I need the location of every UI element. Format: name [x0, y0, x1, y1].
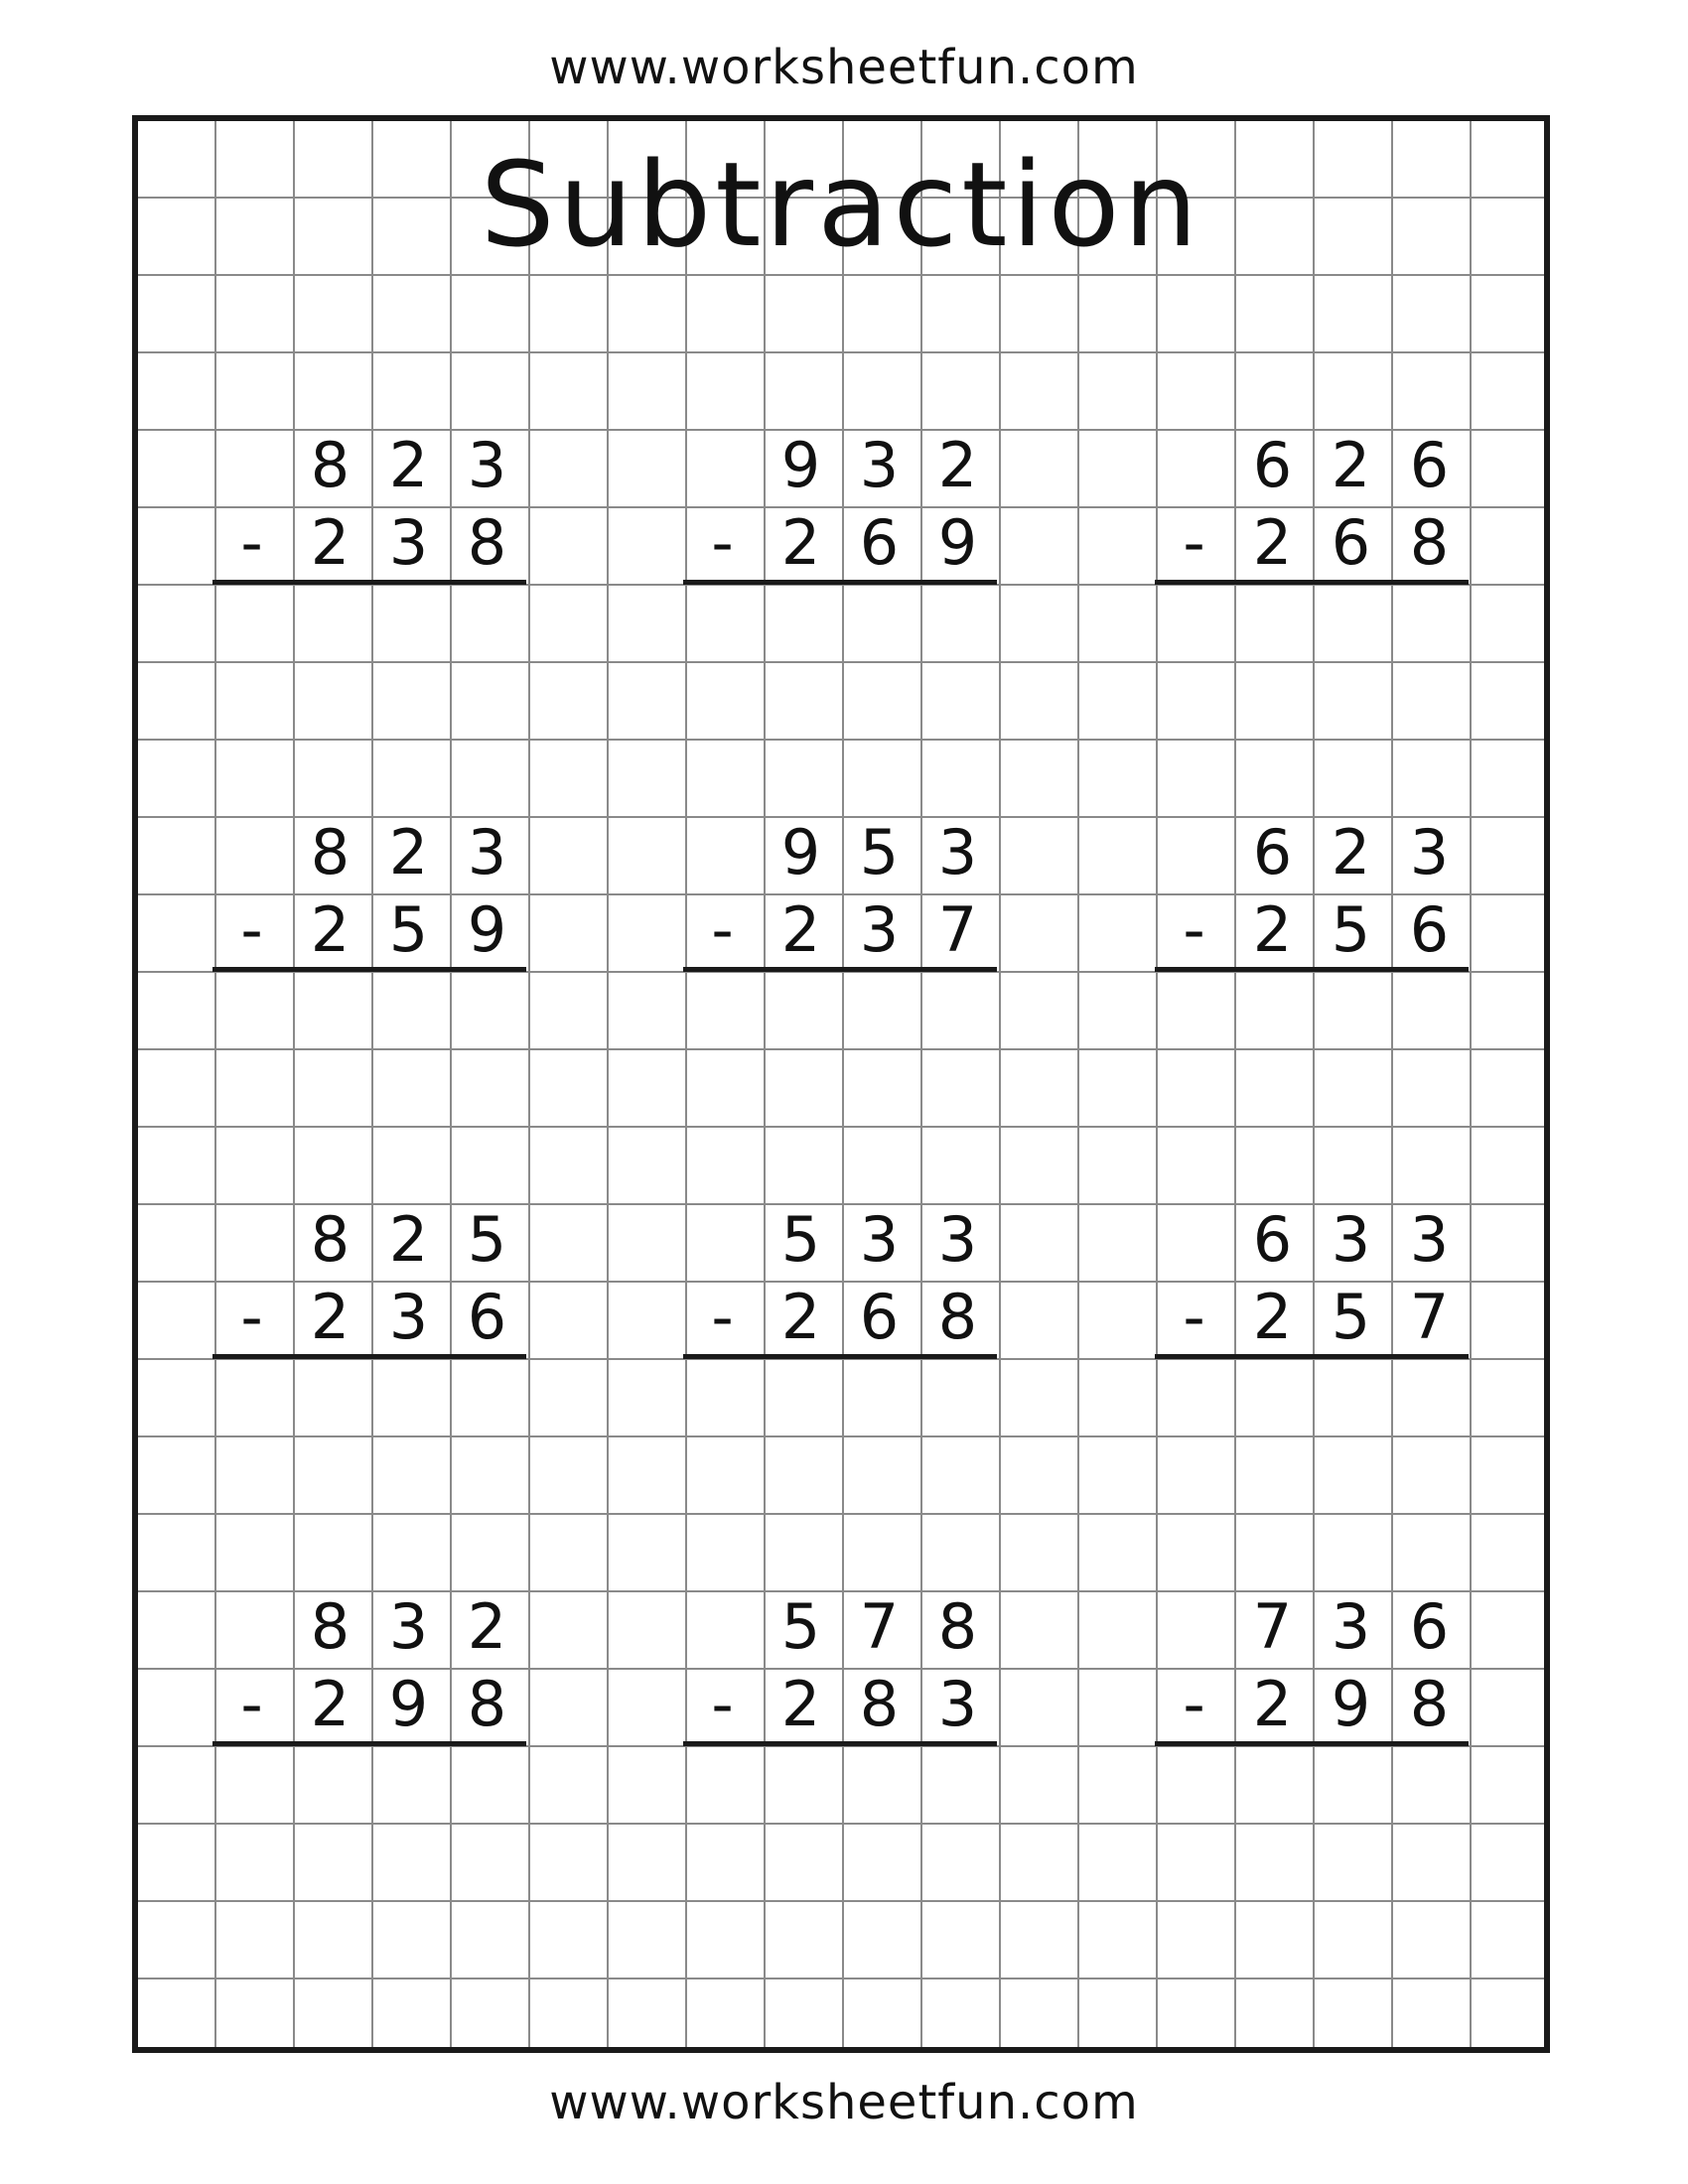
minuend-digit: 2	[388, 1203, 429, 1276]
subtrahend-digit: 3	[859, 893, 900, 966]
answer-line	[212, 1354, 526, 1359]
minuend	[1155, 1590, 1469, 1663]
minuend-digit: 3	[1409, 816, 1450, 888]
subtrahend-digit: 9	[388, 1668, 429, 1740]
minuend-digit: 5	[859, 816, 900, 888]
minus-sign: -	[711, 1281, 734, 1353]
subtrahend-digit: 2	[780, 1668, 821, 1740]
minuend-digit: 3	[937, 816, 978, 888]
subtrahend	[1155, 1668, 1469, 1740]
minuend-digit: 5	[780, 1203, 821, 1276]
minus-sign: -	[240, 1668, 263, 1740]
subtrahend-digit: 2	[310, 1668, 351, 1740]
minus-sign: -	[711, 506, 734, 579]
minuend-digit: 6	[1409, 429, 1450, 501]
minuend-digit: 8	[310, 816, 351, 888]
subtraction-problem	[212, 429, 526, 588]
subtraction-problem	[212, 1590, 526, 1749]
answer-line	[1155, 967, 1469, 972]
answer-line	[1155, 580, 1469, 585]
subtrahend-digit: 9	[467, 893, 507, 966]
subtrahend-digit: 8	[1409, 1668, 1450, 1740]
subtrahend-digit: 6	[1331, 506, 1371, 579]
answer-line	[683, 1354, 997, 1359]
minuend-digit: 2	[1331, 816, 1371, 888]
minus-sign: -	[240, 506, 263, 579]
subtrahend-digit: 3	[388, 506, 429, 579]
minuend-digit: 3	[467, 429, 507, 501]
subtrahend	[683, 1281, 997, 1353]
minuend-digit: 3	[388, 1590, 429, 1663]
minuend-digit: 2	[467, 1590, 507, 1663]
minuend-digit: 9	[780, 429, 821, 501]
subtrahend-digit: 5	[1331, 1281, 1371, 1353]
minus-sign: -	[1183, 1281, 1205, 1353]
subtrahend-digit: 8	[467, 1668, 507, 1740]
subtrahend-digit: 2	[780, 506, 821, 579]
minus-sign: -	[1183, 1668, 1205, 1740]
minus-sign: -	[1183, 506, 1205, 579]
answer-line	[212, 967, 526, 972]
answer-line	[212, 1741, 526, 1746]
minuend-digit: 2	[937, 429, 978, 501]
subtrahend-digit: 8	[937, 1281, 978, 1353]
minus-sign: -	[240, 893, 263, 966]
subtrahend-digit: 2	[310, 506, 351, 579]
answer-line	[1155, 1354, 1469, 1359]
subtrahend-digit: 7	[937, 893, 978, 966]
minuend-digit: 3	[859, 429, 900, 501]
minuend	[683, 816, 997, 886]
subtrahend-digit: 7	[1409, 1281, 1450, 1353]
subtrahend	[683, 506, 997, 579]
subtrahend	[212, 506, 526, 579]
minuend-digit: 6	[1252, 816, 1293, 888]
subtrahend	[212, 893, 526, 966]
subtrahend-digit: 6	[859, 506, 900, 579]
subtrahend-digit: 8	[467, 506, 507, 579]
minuend	[683, 429, 997, 501]
minuend	[1155, 429, 1469, 501]
answer-line	[683, 580, 997, 585]
subtraction-problem	[1155, 1203, 1469, 1362]
minuend	[212, 1203, 526, 1276]
minus-sign: -	[711, 893, 734, 966]
minuend-digit: 7	[1252, 1590, 1293, 1663]
minuend-digit: 8	[310, 1590, 351, 1663]
minuend-digit: 3	[467, 816, 507, 888]
subtrahend	[1155, 1281, 1469, 1353]
minuend-digit: 5	[467, 1203, 507, 1276]
grid-worksheet	[132, 115, 1550, 2053]
subtrahend-digit: 9	[937, 506, 978, 579]
minuend	[1155, 816, 1469, 886]
minuend	[1155, 1203, 1469, 1276]
answer-line	[212, 580, 526, 585]
subtrahend	[212, 1281, 526, 1353]
subtrahend-digit: 2	[310, 893, 351, 966]
minuend-digit: 3	[1331, 1203, 1371, 1276]
minuend	[212, 816, 526, 886]
minus-sign: -	[1183, 893, 1205, 966]
minuend-digit: 2	[388, 429, 429, 501]
minus-sign: -	[711, 1668, 734, 1740]
minuend-digit: 5	[780, 1590, 821, 1663]
subtraction-problem	[212, 1203, 526, 1362]
minuend-digit: 2	[388, 816, 429, 888]
minuend-digit: 6	[1252, 1203, 1293, 1276]
minus-sign: -	[240, 1281, 263, 1353]
subtrahend	[1155, 506, 1469, 579]
subtrahend-digit: 3	[388, 1281, 429, 1353]
subtrahend	[1155, 893, 1469, 966]
subtrahend-digit: 5	[388, 893, 429, 966]
subtrahend	[212, 1668, 526, 1740]
answer-line	[1155, 1741, 1469, 1746]
footer-url: www.worksheetfun.com	[549, 2075, 1139, 2130]
subtrahend-digit: 5	[1331, 893, 1371, 966]
minuend-digit: 9	[780, 816, 821, 888]
subtrahend-digit: 3	[937, 1668, 978, 1740]
minuend-digit: 2	[1331, 429, 1371, 501]
minuend-digit: 7	[859, 1590, 900, 1663]
subtrahend-digit: 8	[859, 1668, 900, 1740]
subtraction-problem	[212, 816, 526, 975]
header-url: www.worksheetfun.com	[549, 40, 1139, 95]
minuend-digit: 3	[859, 1203, 900, 1276]
subtrahend-digit: 2	[780, 893, 821, 966]
subtrahend-digit: 2	[1252, 893, 1293, 966]
minuend	[212, 1590, 526, 1663]
minuend	[212, 429, 526, 501]
subtrahend-digit: 2	[780, 1281, 821, 1353]
minuend-digit: 6	[1409, 1590, 1450, 1663]
subtrahend-digit: 2	[1252, 506, 1293, 579]
subtrahend-digit: 6	[467, 1281, 507, 1353]
minuend-digit: 6	[1252, 429, 1293, 501]
subtrahend	[683, 893, 997, 966]
subtraction-problem	[683, 1203, 997, 1362]
minuend-digit: 3	[1331, 1590, 1371, 1663]
minuend-digit: 3	[937, 1203, 978, 1276]
subtrahend-digit: 6	[1409, 893, 1450, 966]
subtrahend-digit: 9	[1331, 1668, 1371, 1740]
subtrahend-digit: 6	[859, 1281, 900, 1353]
problems-area	[138, 121, 1544, 2047]
subtraction-problem	[683, 429, 997, 588]
minuend-digit: 8	[310, 429, 351, 501]
subtrahend-digit: 2	[1252, 1281, 1293, 1353]
subtrahend-digit: 2	[310, 1281, 351, 1353]
subtraction-problem	[683, 816, 997, 975]
minuend-digit: 3	[1409, 1203, 1450, 1276]
subtraction-problem	[1155, 429, 1469, 588]
subtrahend-digit: 8	[1409, 506, 1450, 579]
minuend	[683, 1203, 997, 1276]
subtrahend-digit: 2	[1252, 1668, 1293, 1740]
minuend-digit: 8	[310, 1203, 351, 1276]
subtrahend	[683, 1668, 997, 1740]
minuend	[683, 1590, 997, 1663]
subtraction-problem	[1155, 816, 1469, 975]
subtraction-problem	[683, 1590, 997, 1749]
answer-line	[683, 967, 997, 972]
subtraction-problem	[1155, 1590, 1469, 1749]
answer-line	[683, 1741, 997, 1746]
worksheet-title: Subtraction	[480, 136, 1202, 273]
minuend-digit: 8	[937, 1590, 978, 1663]
